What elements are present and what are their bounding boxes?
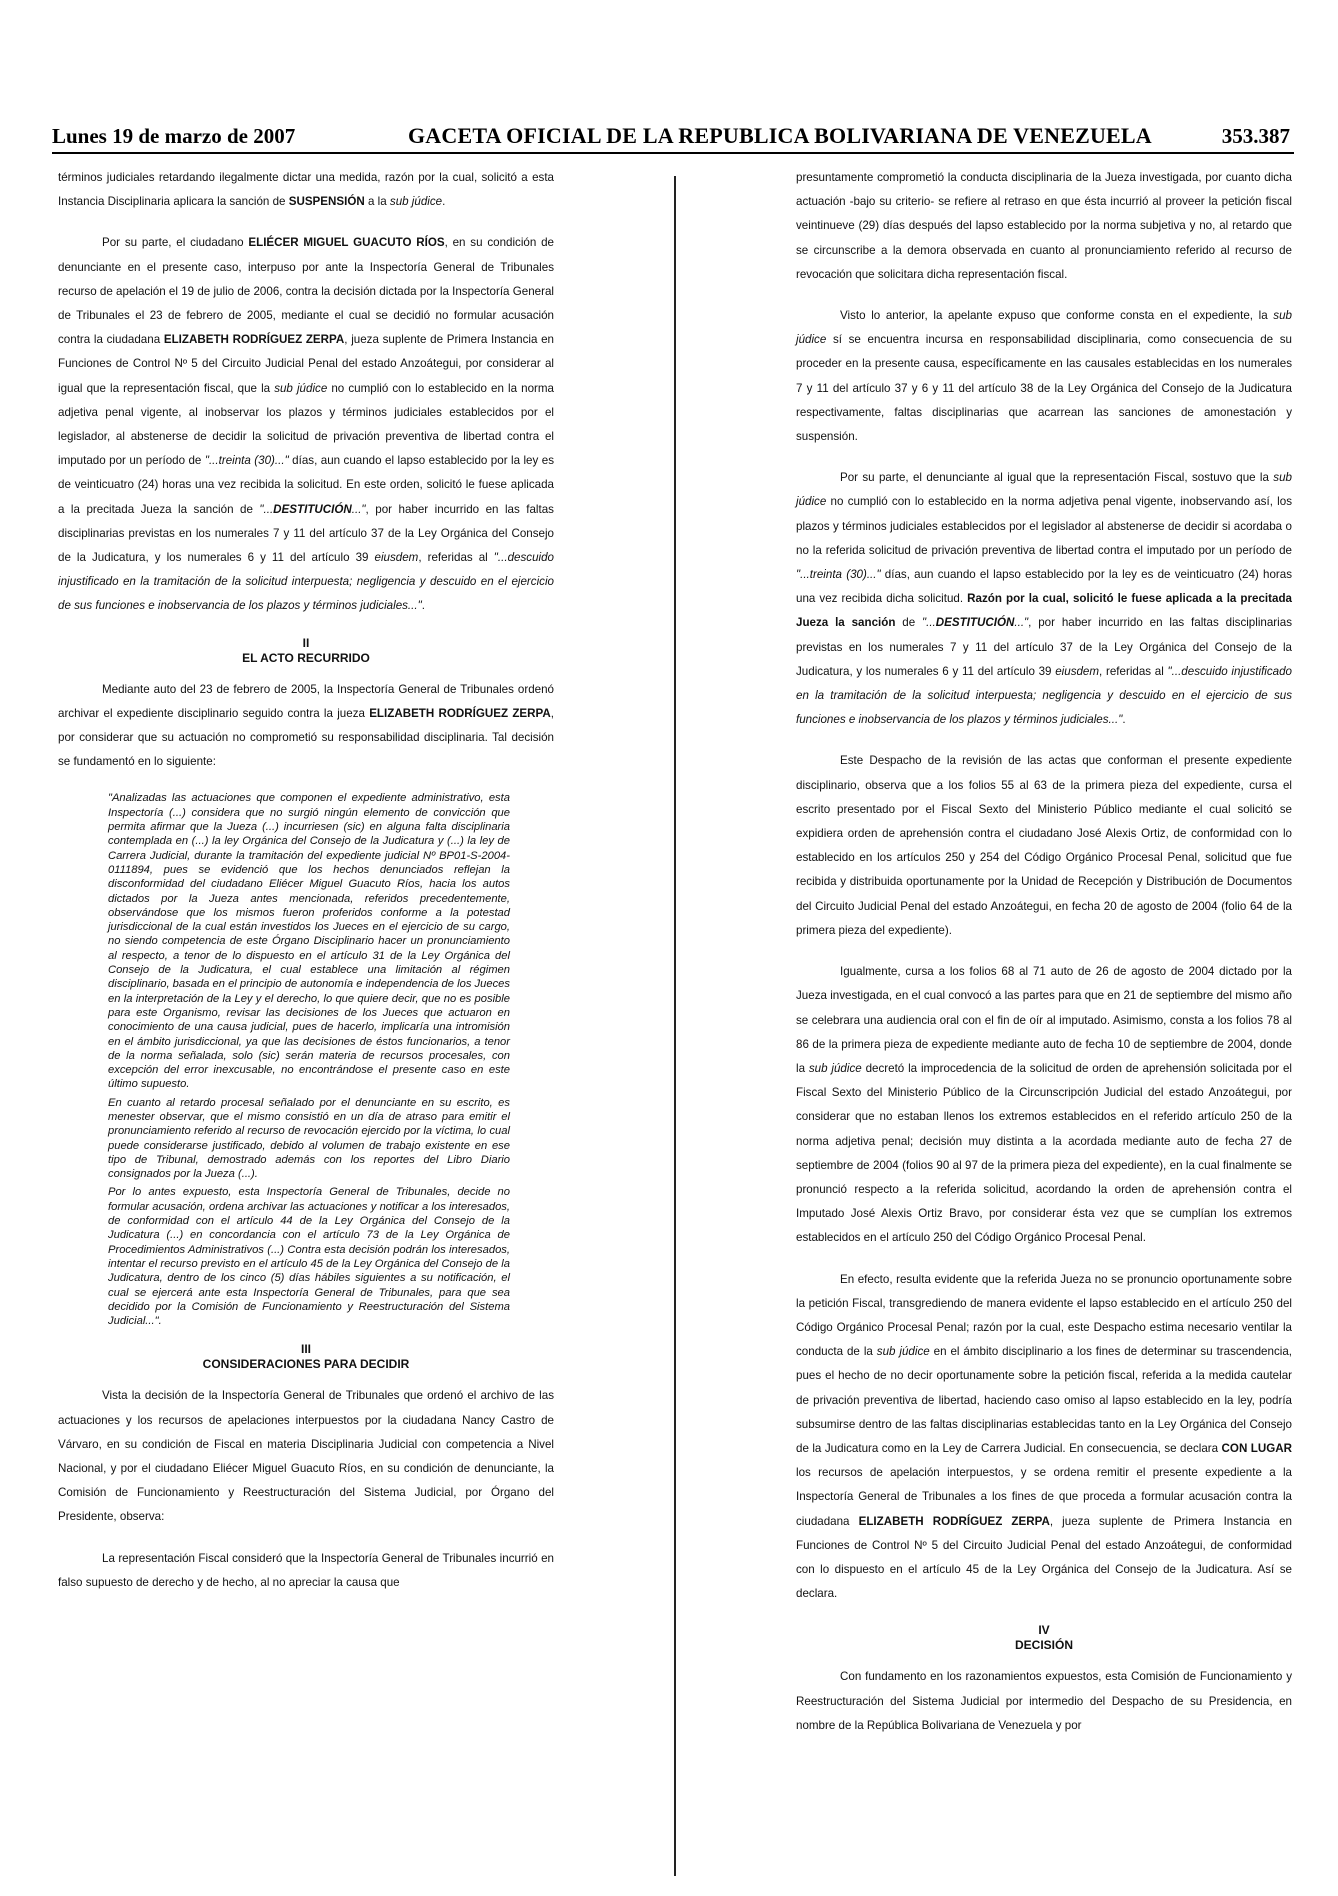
section-heading (796, 1623, 1292, 1653)
left-column (58, 166, 554, 1612)
section-number: III (300, 1342, 311, 1357)
paragraph: Por su parte, el ciudadano ELIÉCER MIGUEL GUACUTO RÍOS, en su condición de denunciante en el presente caso, interpuso por ante la Inspectoría General de Tribunales recurso de apelación el 19 de julio de 2006, contra la decisión dictada por la Inspectoría General de Tribunales el 23 de febrero de 2005, mediante el cual se decidió no formular acusación contra la ciudadana ELIZABETH RODRÍGUEZ ZERPA, jueza suplente de Primera Instancia en Funciones de Control Nº 5 del Circuito Judicial Penal del estado Anzoátegui, por considerar al igual que la representación fiscal, que la sub júdice no cumplió con lo establecido en la norma adjetiva penal vigente, al inobservar los plazos y términos judiciales establecidos por el legislador, al abstenerse de decidir la solicitud de privación preventiva de libertad contra el imputado por un período de "...treinta (30)..." días, aun cuando el lapso establecido por la ley es de veinticuatro (24) horas una vez recibida la solicitud. En este orden, solicitó le fuese aplicada a la precitada Jueza la sanción de "...DESTITUCIÓN...", por haber incurrido en las faltas disciplinarias previstas en los numerales 7 y 11 del artículo 37 de la Ley Orgánica del Consejo de la Judicatura, y los numerales 6 y 11 del artículo 39 eiusdem, referidas al "...descuido injustificado en la tramitación de la solicitud interpuesta; negligencia y descuido en el ejercicio de sus funciones e inobservancia de los plazos y términos judiciales...". (58, 236, 555, 613)
paragraph: Con fundamento en los razonamientos expuestos, esta Comisión de Funcionamiento y Reestructuración del Sistema Judicial por intermedio del Despacho de su Presidencia, en nombre de la República Bolivariana de Venezuela y por (796, 1670, 1292, 1732)
paragraph: Por su parte, el denunciante al igual que la representación Fiscal, sostuvo que la sub júdice no cumplió con lo establecido en la norma adjetiva penal vigente, inobservando así, los plazos y términos judiciales establecidos por el legislador al abstenerse de decidir si acordaba o no la referida solicitud de privación preventiva de libertad contra el imputado por un período de "...treinta (30)..." días, aun cuando el lapso establecido por la ley es de veinticuatro (24) horas una vez recibida dicha solicitud. Razón por la cual, solicitó le fuese aplicada a la precitada Jueza la sanción de "...DESTITUCIÓN...", por haber incurrido en las faltas disciplinarias previstas en los numerales 7 y 11 del artículo 37 de la Ley Orgánica del Consejo de la Judicatura, y los numerales 6 y 11 del artículo 39 eiusdem, referidas al "...descuido injustificado en la tramitación de la solicitud interpuesta; negligencia y descuido en el ejercicio de sus funciones e inobservancia de los plazos y términos judiciales...". (796, 471, 1293, 727)
paragraph: La representación Fiscal consideró que la Inspectoría General de Tribunales incurrió en falso supuesto de derecho y de hecho, al no apreciar la causa que (58, 1551, 554, 1589)
paragraph: Mediante auto del 23 de febrero de 2005, la Inspectoría General de Tribunales ordenó archivar el expediente disciplinario seguido contra la jueza ELIZABETH RODRÍGUEZ ZERPA, por considerar que su actuación no comprometió su responsabilidad disciplinaria. Tal decisión se fundamentó en lo siguiente: (58, 682, 554, 769)
column-divider (674, 176, 676, 1876)
paragraph: Este Despacho de la revisión de las actas que conforman el presente expediente disciplinario, observa que a los folios 55 al 63 de la primera pieza del expediente, cursa el escrito presentado por el Fiscal Sexto del Ministerio Público mediante el cual solicitó se expidiera orden de aprehensión contra el ciudadano José Alexis Ortiz, de conformidad con lo establecido en los artículos 250 y 254 del Código Orgánico Procesal Penal, solicitud que fue recibida y distribuida oportunamente por la Unidad de Recepción y Distribución de Documentos del Circuito Judicial Penal del estado Anzoátegui, en fecha 20 de agosto de 2004 (folio 64 de la primera pieza del expediente). (796, 754, 1292, 937)
section-number: II (302, 635, 310, 650)
block-quote (108, 791, 510, 1328)
section-title: EL ACTO RECURRIDO (242, 650, 370, 665)
quote-paragraph: Por lo antes expuesto, esta Inspectoría General de Tribunales, decide no formular acusación, ordena archivar las actuaciones y notificar a los interesados, de conformidad con el artículo 44 de la Ley Orgánica del Consejo de la Judicatura (...) en concordancia con el artículo 73 de la Ley Orgánica de Procedimientos Administrativos (...) Contra esta decisión podrán los interesados, intentar el recurso previsto en el artículo 45 de la Ley Orgánica del Consejo de la Judicatura, dentro de los cinco (5) días hábiles siguientes a su notificación, el cual se ejercerá ante esta Inspectoría General de Tribunales, para que sea decidido por la Comisión de Funcionamiento y Reestructuración del Sistema Judicial...". (108, 1186, 510, 1328)
paragraph: Vista la decisión de la Inspectoría General de Tribunales que ordenó el archivo de las actuaciones y los recursos de apelaciones interpuestos por la ciudadana Nancy Castro de Várvaro, en su condición de Fiscal en materia Disciplinaria Judicial con competencia a Nivel Nacional, y por el ciudadano Eliécer Miguel Guacuto Ríos, en su condición de denunciante, la Comisión de Funcionamiento y Reestructuración del Sistema Judicial, por Órgano del Presidente, observa: (58, 1389, 554, 1524)
quote-paragraph: "Analizadas las actuaciones que componen el expediente administrativo, esta Inspectoría (...) considera que no surgió ningún elemento de convicción que permita afirmar que la Jueza (...) incurriesen (sic) en alguna falta disciplinaria contemplada en (...) la ley Orgánica del Consejo de la Judicatura y (...) la ley de Carrera Judicial, durante la tramitación del expediente judicial Nº BP01-S-2004-0111894, pues se evidenció que los hechos denunciados reflejan la disconformidad del ciudadano Eliécer Miguel Guacuto Ríos, hacia los autos dictados por la Jueza antes mencionada, referidos precedentemente, observándose que los mismos fueron proferidos conforme a la potestad jurisdiccional de la cual están investidos los Jueces en el ejercicio de su cargo, no siendo competencia de este Órgano Disciplinario hacer un pronunciamiento al respecto, a tenor de lo dispuesto en el artículo 31 de la Ley Orgánica del Consejo de la Judicatura, el cual establece una limitación al régimen disciplinario, basada en el principio de autonomía e independencia de los Jueces en la interpretación de la Ley y el derecho, lo que quiere decir, que no es posible para este Organismo, revisar las decisiones de los Jueces que actuaron en conocimiento de una causa judicial, pues de hacerlo, implicaría una intromisión en el ámbito jurisdiccional, ya que las decisiones de éstos funcionarios, a tenor de la norma señalada, solo (sic) serán materia de recursos procesales, con excepción del error inexcusable, no encontrándose el presente caso en este último supuesto. (108, 792, 510, 1091)
header-title: GACETA OFICIAL DE LA REPUBLICA BOLIVARIANA DE VENEZUELA (408, 123, 1152, 148)
quote-paragraph: En cuanto al retardo procesal señalado por el denunciante en su escrito, es menester observar, que el mismo consistió en un día de atraso para emitir el pronunciamiento referido al recurso de revocación ejercido por la víctima, lo cual puede considerarse justificado, debido al volumen de trabajo existente en ese tipo de Tribunal, demostrado además con los reportes del Libro Diario consignados por la Jueza (...). (108, 1096, 510, 1181)
paragraph: términos judiciales retardando ilegalmente dictar una medida, razón por la cual, solicitó a esta Instancia Disciplinaria aplicara la sanción de SUSPENSIÓN a la sub júdice. (58, 171, 554, 209)
paragraph: Visto lo anterior, la apelante expuso que conforme consta en el expediente, la sub júdice sí se encuentra incursa en responsabilidad disciplinaria, como consecuencia de su proceder en la presente causa, específicamente en las causales establecidas en los numerales 7 y 11 del artículo 37 y 6 y 11 del artículo 38 de la Ley Orgánica del Consejo de la Judicatura respectivamente, faltas disciplinarias que acarrean las sanciones de amonestación y suspensión. (796, 309, 1292, 444)
section-title: CONSIDERACIONES PARA DECIDIR (202, 1357, 410, 1372)
header-date: Lunes 19 de marzo de 2007 (52, 124, 296, 148)
paragraph: En efecto, resulta evidente que la referida Jueza no se pronuncio oportunamente sobre la petición Fiscal, transgrediendo de manera evidente el lapso establecido en el artículo 250 del Código Orgánico Procesal Penal; razón por la cual, este Despacho estima necesario ventilar la conducta de la sub júdice en el ámbito disciplinario a los fines de determinar su trascendencia, pues el hecho de no decir oportunamente sobre la petición fiscal, referida a la medida cautelar de privación preventiva de libertad, haciendo caso omiso al lapso establecido en la ley, podría subsumirse dentro de las faltas disciplinarias establecidas tanto en la Ley Orgánica del Consejo de la Judicatura como en la Ley de Carrera Judicial. En consecuencia, se declara CON LUGAR los recursos de apelación interpuestos, y se ordena remitir el presente expediente a la Inspectoría General de Tribunales a los fines de que proceda a formular acusación contra la ciudadana ELIZABETH RODRÍGUEZ ZERPA, jueza suplente de Primera Instancia en Funciones de Control Nº 5 del Circuito Judicial Penal del estado Anzoátegui, de conformidad con lo dispuesto en el artículo 45 de la Ley Orgánica del Consejo de la Judicatura. Así se declara. (796, 1272, 1292, 1601)
right-column (796, 166, 1292, 1755)
paragraph: presuntamente comprometió la conducta disciplinaria de la Jueza investigada, por cuanto dicha actuación -bajo su criterio- se refiere al retraso en que ésta incurrió al proveer la petición fiscal veintinueve (29) días después del lapso establecido por la norma subjetiva y no, al retardo que se circunscribe a la demora observada en cuanto al pronunciamiento referido al recurso de revocación que solicitara dicha representación fiscal. (796, 171, 1292, 281)
section-title: DECISIÓN (1014, 1638, 1073, 1653)
gazette-header (52, 122, 1294, 154)
section-heading (58, 636, 554, 666)
section-heading (58, 1342, 554, 1372)
section-number: IV (1038, 1623, 1050, 1638)
paragraph: Igualmente, cursa a los folios 68 al 71 auto de 26 de agosto de 2004 dictado por la Jueza investigada, en el cual convocó a las partes para que en 21 de septiembre del mismo año se celebrara una audiencia oral con el fin de oír al imputado. Asimismo, consta a los folios 78 al 86 de la primera pieza de expediente mediante auto de fecha 10 de septiembre de 2004, donde la sub júdice decretó la improcedencia de la solicitud de orden de aprehensión solicitada por el Fiscal Sexto del Ministerio Público de la Circunscripción Judicial del estado Anzoátegui, por considerar que no estaban llenos los extremos establecidos en el referido artículo 250 de la norma adjetiva penal; decisión muy distinta a la acordada mediante auto de fecha 27 de septiembre de 2004 (folios 90 al 97 de la primera pieza del expediente), en la cual finalmente se pronunció respecto a la referida solicitud, acordando la orden de aprehensión contra el Imputado José Alexis Ortiz Bravo, por considerar ésta vez que se cumplían los extremos establecidos en el artículo 250 del Código Orgánico Procesal Penal. (796, 965, 1292, 1245)
header-page-number: 353.387 (1221, 124, 1290, 148)
